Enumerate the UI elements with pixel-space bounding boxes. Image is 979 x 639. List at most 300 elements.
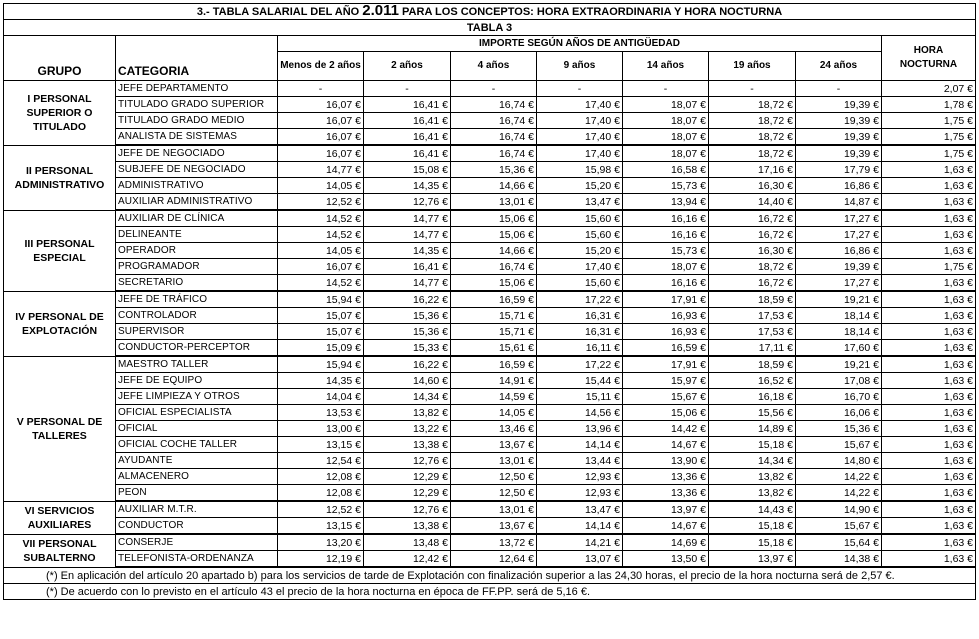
amount-cell: -	[709, 81, 796, 97]
amount-cell: 16,18 €	[709, 389, 796, 405]
hora-nocturna-cell: 1,63 €	[882, 421, 976, 437]
amount-cell: 17,40 €	[537, 113, 623, 129]
amount-cell: 14,69 €	[623, 534, 709, 551]
hora-nocturna-cell: 1,63 €	[882, 243, 976, 259]
category-cell: PROGRAMADOR	[116, 259, 278, 275]
amount-cell: 17,91 €	[623, 291, 709, 308]
amount-cell: 14,59 €	[451, 389, 537, 405]
amount-cell: 18,07 €	[623, 145, 709, 162]
amount-cell: 19,39 €	[796, 129, 882, 146]
amount-cell: 16,74 €	[451, 145, 537, 162]
amount-cell: 15,73 €	[623, 243, 709, 259]
amount-cell: 16,16 €	[623, 227, 709, 243]
amount-cell: 15,18 €	[709, 437, 796, 453]
table-row	[4, 227, 976, 243]
table-row	[4, 485, 976, 502]
salary-table-body	[4, 81, 976, 568]
amount-cell: 19,21 €	[796, 356, 882, 373]
amount-cell: 18,59 €	[709, 356, 796, 373]
amount-cell: -	[451, 81, 537, 97]
title-suffix: PARA LOS CONCEPTOS: HORA EXTRAORDINARIA Y HORA NOCTURNA	[398, 6, 783, 18]
category-cell: JEFE DE EQUIPO	[116, 373, 278, 389]
hora-nocturna-cell: 1,63 €	[882, 437, 976, 453]
hora-nocturna-cell: 1,63 €	[882, 405, 976, 421]
table-row	[4, 210, 976, 227]
hora-nocturna-cell: 1,75 €	[882, 129, 976, 146]
amount-cell: 13,46 €	[451, 421, 537, 437]
amount-cell: 18,14 €	[796, 324, 882, 340]
amount-cell: 18,72 €	[709, 259, 796, 275]
table-row	[4, 421, 976, 437]
hora-nocturna-cell: 1,63 €	[882, 162, 976, 178]
hora-nocturna-cell: 1,63 €	[882, 308, 976, 324]
amount-cell: 15,60 €	[537, 210, 623, 227]
amount-cell: 15,06 €	[451, 275, 537, 292]
amount-cell: 14,04 €	[278, 389, 364, 405]
category-cell: AUXILIAR DE CLÍNICA	[116, 210, 278, 227]
amount-cell: 14,42 €	[623, 421, 709, 437]
amount-cell: 16,93 €	[623, 324, 709, 340]
amount-cell: 16,07 €	[278, 145, 364, 162]
header-categoria: CATEGORIA	[116, 36, 278, 81]
amount-cell: 12,08 €	[278, 485, 364, 502]
amount-cell: -	[537, 81, 623, 97]
table-row	[4, 275, 976, 292]
table-row	[4, 453, 976, 469]
amount-cell: 13,01 €	[451, 194, 537, 211]
header-year-6: 24 años	[796, 52, 882, 81]
amount-cell: 16,59 €	[451, 356, 537, 373]
amount-cell: 19,39 €	[796, 145, 882, 162]
amount-cell: 13,47 €	[537, 501, 623, 518]
amount-cell: 15,06 €	[451, 210, 537, 227]
hora-nocturna-cell: 1,63 €	[882, 485, 976, 502]
table-row	[4, 373, 976, 389]
table-row	[4, 340, 976, 357]
hora-nocturna-cell: 1,63 €	[882, 453, 976, 469]
amount-cell: 16,74 €	[451, 113, 537, 129]
amount-cell: 18,59 €	[709, 291, 796, 308]
amount-cell: 13,96 €	[537, 421, 623, 437]
amount-cell: 14,05 €	[278, 178, 364, 194]
table-label: TABLA 3	[4, 20, 976, 36]
amount-cell: 14,77 €	[364, 227, 451, 243]
amount-cell: 15,60 €	[537, 275, 623, 292]
amount-cell: 16,07 €	[278, 113, 364, 129]
hora-nocturna-cell: 1,63 €	[882, 340, 976, 357]
amount-cell: 15,08 €	[364, 162, 451, 178]
category-cell: SUBJEFE DE NEGOCIADO	[116, 162, 278, 178]
amount-cell: 16,22 €	[364, 291, 451, 308]
amount-cell: 15,20 €	[537, 243, 623, 259]
amount-cell: 14,87 €	[796, 194, 882, 211]
amount-cell: 14,38 €	[796, 551, 882, 568]
amount-cell: 13,94 €	[623, 194, 709, 211]
hora-nocturna-cell: 1,63 €	[882, 178, 976, 194]
hora-nocturna-cell: 1,63 €	[882, 389, 976, 405]
amount-cell: 14,22 €	[796, 485, 882, 502]
amount-cell: 14,90 €	[796, 501, 882, 518]
hora-nocturna-cell: 1,63 €	[882, 534, 976, 551]
amount-cell: 12,93 €	[537, 485, 623, 502]
category-cell: AUXILIAR ADMINISTRATIVO	[116, 194, 278, 211]
amount-cell: 15,67 €	[796, 518, 882, 535]
amount-cell: 14,66 €	[451, 243, 537, 259]
amount-cell: 12,42 €	[364, 551, 451, 568]
amount-cell: 14,34 €	[364, 389, 451, 405]
amount-cell: -	[278, 81, 364, 97]
category-cell: OPERADOR	[116, 243, 278, 259]
category-cell: TITULADO GRADO SUPERIOR	[116, 97, 278, 113]
amount-cell: 16,07 €	[278, 129, 364, 146]
footnote-2: (*) De acuerdo con lo previsto en el artículo 43 el precio de la hora nocturna en época de FF.PP. será de 5,16 €.	[4, 584, 976, 600]
header-year-4: 14 años	[623, 52, 709, 81]
amount-cell: -	[364, 81, 451, 97]
amount-cell: 16,11 €	[537, 340, 623, 357]
amount-cell: 12,29 €	[364, 485, 451, 502]
amount-cell: 13,67 €	[451, 437, 537, 453]
amount-cell: 16,74 €	[451, 129, 537, 146]
amount-cell: 15,07 €	[278, 324, 364, 340]
amount-cell: 16,59 €	[451, 291, 537, 308]
amount-cell: 13,50 €	[623, 551, 709, 568]
amount-cell: 13,36 €	[623, 469, 709, 485]
hora-nocturna-cell: 1,63 €	[882, 551, 976, 568]
amount-cell: 17,40 €	[537, 259, 623, 275]
amount-cell: 16,07 €	[278, 259, 364, 275]
amount-cell: 17,08 €	[796, 373, 882, 389]
amount-cell: 15,36 €	[451, 162, 537, 178]
salary-table-document	[3, 3, 975, 600]
amount-cell: 12,19 €	[278, 551, 364, 568]
amount-cell: 18,72 €	[709, 145, 796, 162]
amount-cell: 17,60 €	[796, 340, 882, 357]
table-row	[4, 308, 976, 324]
amount-cell: 12,52 €	[278, 501, 364, 518]
amount-cell: 14,05 €	[451, 405, 537, 421]
amount-cell: 12,52 €	[278, 194, 364, 211]
amount-cell: 13,82 €	[364, 405, 451, 421]
amount-cell: 15,94 €	[278, 291, 364, 308]
amount-cell: 12,50 €	[451, 469, 537, 485]
header-year-5: 19 años	[709, 52, 796, 81]
table-row	[4, 501, 976, 518]
amount-cell: 17,27 €	[796, 210, 882, 227]
amount-cell: 15,44 €	[537, 373, 623, 389]
amount-cell: 17,22 €	[537, 356, 623, 373]
table-row	[4, 178, 976, 194]
group-name: VI SERVICIOS AUXILIARES	[4, 501, 116, 534]
amount-cell: 18,07 €	[623, 113, 709, 129]
amount-cell: 19,39 €	[796, 259, 882, 275]
table-row	[4, 551, 976, 568]
table-row	[4, 243, 976, 259]
amount-cell: 13,22 €	[364, 421, 451, 437]
amount-cell: 16,58 €	[623, 162, 709, 178]
amount-cell: 18,72 €	[709, 97, 796, 113]
amount-cell: 17,22 €	[537, 291, 623, 308]
category-cell: JEFE DEPARTAMENTO	[116, 81, 278, 97]
amount-cell: 15,06 €	[451, 227, 537, 243]
title-prefix: 3.- TABLA SALARIAL DEL AÑO	[196, 6, 363, 18]
group-name: IV PERSONAL DE EXPLOTACIÓN	[4, 291, 116, 356]
hora-nocturna-cell: 1,63 €	[882, 194, 976, 211]
amount-cell: 16,72 €	[709, 227, 796, 243]
amount-cell: 14,14 €	[537, 518, 623, 535]
amount-cell: 15,73 €	[623, 178, 709, 194]
amount-cell: 13,20 €	[278, 534, 364, 551]
hora-nocturna-cell: 1,63 €	[882, 227, 976, 243]
table-row	[4, 129, 976, 146]
amount-cell: -	[623, 81, 709, 97]
amount-cell: 16,16 €	[623, 275, 709, 292]
category-cell: TITULADO GRADO MEDIO	[116, 113, 278, 129]
amount-cell: 15,98 €	[537, 162, 623, 178]
amount-cell: 16,07 €	[278, 97, 364, 113]
category-cell: JEFE DE NEGOCIADO	[116, 145, 278, 162]
category-cell: SECRETARIO	[116, 275, 278, 292]
amount-cell: 15,56 €	[709, 405, 796, 421]
category-cell: OFICIAL ESPECIALISTA	[116, 405, 278, 421]
amount-cell: 16,41 €	[364, 145, 451, 162]
amount-cell: 15,61 €	[451, 340, 537, 357]
amount-cell: 16,06 €	[796, 405, 882, 421]
category-cell: JEFE LIMPIEZA Y OTROS	[116, 389, 278, 405]
table-row	[4, 145, 976, 162]
amount-cell: 16,93 €	[623, 308, 709, 324]
category-cell: OFICIAL	[116, 421, 278, 437]
header-year-3: 9 años	[537, 52, 623, 81]
amount-cell: 17,53 €	[709, 308, 796, 324]
amount-cell: 16,74 €	[451, 97, 537, 113]
category-cell: TELEFONISTA-ORDENANZA	[116, 551, 278, 568]
amount-cell: 13,53 €	[278, 405, 364, 421]
amount-cell: 17,79 €	[796, 162, 882, 178]
group-name: III PERSONAL ESPECIAL	[4, 210, 116, 291]
amount-cell: 13,82 €	[709, 469, 796, 485]
amount-cell: 14,91 €	[451, 373, 537, 389]
amount-cell: 16,74 €	[451, 259, 537, 275]
category-cell: AYUDANTE	[116, 453, 278, 469]
category-cell: MAESTRO TALLER	[116, 356, 278, 373]
amount-cell: 13,01 €	[451, 501, 537, 518]
amount-cell: 18,07 €	[623, 129, 709, 146]
category-cell: ADMINISTRATIVO	[116, 178, 278, 194]
table-row	[4, 194, 976, 211]
amount-cell: 15,09 €	[278, 340, 364, 357]
amount-cell: 16,86 €	[796, 243, 882, 259]
amount-cell: 12,76 €	[364, 194, 451, 211]
table-row	[4, 356, 976, 373]
amount-cell: 15,36 €	[796, 421, 882, 437]
table-row	[4, 259, 976, 275]
footnote-1: (*) En aplicación del artículo 20 apartado b) para los servicios de tarde de Explotación con finalización superior a las 24,30 horas, el precio de la hora nocturna será de 2,57 €.	[4, 567, 976, 584]
amount-cell: 13,36 €	[623, 485, 709, 502]
amount-cell: 15,67 €	[623, 389, 709, 405]
amount-cell: 13,97 €	[709, 551, 796, 568]
amount-cell: 17,27 €	[796, 275, 882, 292]
amount-cell: 14,52 €	[278, 275, 364, 292]
hora-nocturna-cell: 1,75 €	[882, 259, 976, 275]
amount-cell: 14,21 €	[537, 534, 623, 551]
amount-cell: 13,01 €	[451, 453, 537, 469]
hora-nocturna-cell: 1,63 €	[882, 324, 976, 340]
amount-cell: 14,52 €	[278, 210, 364, 227]
table-row	[4, 81, 976, 97]
amount-cell: 17,16 €	[709, 162, 796, 178]
hora-nocturna-cell: 2,07 €	[882, 81, 976, 97]
table-row	[4, 324, 976, 340]
group-name: V PERSONAL DE TALLERES	[4, 356, 116, 501]
amount-cell: 15,71 €	[451, 308, 537, 324]
amount-cell: 16,72 €	[709, 210, 796, 227]
hora-nocturna-cell: 1,63 €	[882, 501, 976, 518]
amount-cell: 15,36 €	[364, 308, 451, 324]
header-year-2: 4 años	[451, 52, 537, 81]
table-row	[4, 97, 976, 113]
title-year: 2.011	[362, 3, 399, 19]
amount-cell: 13,15 €	[278, 518, 364, 535]
amount-cell: 14,43 €	[709, 501, 796, 518]
amount-cell: 13,97 €	[623, 501, 709, 518]
amount-cell: 14,35 €	[364, 178, 451, 194]
amount-cell: 19,39 €	[796, 97, 882, 113]
amount-cell: 15,94 €	[278, 356, 364, 373]
amount-cell: 12,76 €	[364, 453, 451, 469]
amount-cell: 16,59 €	[623, 340, 709, 357]
amount-cell: 18,72 €	[709, 113, 796, 129]
amount-cell: 16,41 €	[364, 113, 451, 129]
amount-cell: 13,07 €	[537, 551, 623, 568]
hora-nocturna-cell: 1,63 €	[882, 291, 976, 308]
amount-cell: 13,15 €	[278, 437, 364, 453]
amount-cell: 16,41 €	[364, 97, 451, 113]
table-row	[4, 389, 976, 405]
amount-cell: 13,38 €	[364, 518, 451, 535]
category-cell: CONDUCTOR-PERCEPTOR	[116, 340, 278, 357]
amount-cell: 14,77 €	[278, 162, 364, 178]
amount-cell: 12,76 €	[364, 501, 451, 518]
table-row	[4, 405, 976, 421]
table-row	[4, 437, 976, 453]
amount-cell: 14,60 €	[364, 373, 451, 389]
amount-cell: 15,71 €	[451, 324, 537, 340]
table-row	[4, 113, 976, 129]
amount-cell: 14,35 €	[278, 373, 364, 389]
amount-cell: 14,89 €	[709, 421, 796, 437]
amount-cell: 18,72 €	[709, 129, 796, 146]
amount-cell: 14,67 €	[623, 437, 709, 453]
amount-cell: 12,08 €	[278, 469, 364, 485]
amount-cell: 17,40 €	[537, 145, 623, 162]
group-name: II PERSONAL ADMINISTRATIVO	[4, 145, 116, 210]
group-name: VII PERSONAL SUBALTERNO	[4, 534, 116, 567]
amount-cell: -	[796, 81, 882, 97]
hora-nocturna-cell: 1,75 €	[882, 145, 976, 162]
amount-cell: 16,41 €	[364, 129, 451, 146]
amount-cell: 14,67 €	[623, 518, 709, 535]
amount-cell: 15,60 €	[537, 227, 623, 243]
hora-nocturna-cell: 1,63 €	[882, 275, 976, 292]
amount-cell: 17,27 €	[796, 227, 882, 243]
header-year-1: 2 años	[364, 52, 451, 81]
category-cell: CONDUCTOR	[116, 518, 278, 535]
amount-cell: 14,56 €	[537, 405, 623, 421]
amount-cell: 14,77 €	[364, 275, 451, 292]
category-cell: ANALISTA DE SISTEMAS	[116, 129, 278, 146]
amount-cell: 16,52 €	[709, 373, 796, 389]
amount-cell: 13,47 €	[537, 194, 623, 211]
amount-cell: 18,07 €	[623, 97, 709, 113]
amount-cell: 13,48 €	[364, 534, 451, 551]
hora-nocturna-cell: 1,63 €	[882, 469, 976, 485]
category-cell: AUXILIAR M.T.R.	[116, 501, 278, 518]
category-cell: PEON	[116, 485, 278, 502]
amount-cell: 16,41 €	[364, 259, 451, 275]
amount-cell: 12,93 €	[537, 469, 623, 485]
amount-cell: 14,34 €	[709, 453, 796, 469]
header-importe: IMPORTE SEGÚN AÑOS DE ANTIGÜEDAD	[278, 36, 882, 52]
amount-cell: 17,40 €	[537, 129, 623, 146]
category-cell: JEFE DE TRÁFICO	[116, 291, 278, 308]
category-cell: CONSERJE	[116, 534, 278, 551]
amount-cell: 16,22 €	[364, 356, 451, 373]
amount-cell: 17,91 €	[623, 356, 709, 373]
hora-nocturna-cell: 1,78 €	[882, 97, 976, 113]
table-row	[4, 518, 976, 535]
amount-cell: 14,77 €	[364, 210, 451, 227]
amount-cell: 14,40 €	[709, 194, 796, 211]
hora-nocturna-cell: 1,63 €	[882, 356, 976, 373]
category-cell: SUPERVISOR	[116, 324, 278, 340]
amount-cell: 19,39 €	[796, 113, 882, 129]
amount-cell: 15,11 €	[537, 389, 623, 405]
category-cell: DELINEANTE	[116, 227, 278, 243]
amount-cell: 15,97 €	[623, 373, 709, 389]
table-row	[4, 469, 976, 485]
amount-cell: 13,67 €	[451, 518, 537, 535]
amount-cell: 12,54 €	[278, 453, 364, 469]
amount-cell: 12,50 €	[451, 485, 537, 502]
hora-nocturna-cell: 1,63 €	[882, 210, 976, 227]
amount-cell: 16,86 €	[796, 178, 882, 194]
amount-cell: 15,18 €	[709, 534, 796, 551]
amount-cell: 14,52 €	[278, 227, 364, 243]
header-hora-nocturna: HORA NOCTURNA	[882, 36, 976, 81]
amount-cell: 14,80 €	[796, 453, 882, 469]
table-row	[4, 291, 976, 308]
amount-cell: 14,22 €	[796, 469, 882, 485]
amount-cell: 16,70 €	[796, 389, 882, 405]
amount-cell: 14,66 €	[451, 178, 537, 194]
amount-cell: 18,07 €	[623, 259, 709, 275]
category-cell: OFICIAL COCHE TALLER	[116, 437, 278, 453]
amount-cell: 15,18 €	[709, 518, 796, 535]
salary-table	[3, 3, 976, 600]
amount-cell: 17,53 €	[709, 324, 796, 340]
hora-nocturna-cell: 1,75 €	[882, 113, 976, 129]
amount-cell: 16,16 €	[623, 210, 709, 227]
hora-nocturna-cell: 1,63 €	[882, 518, 976, 535]
amount-cell: 16,30 €	[709, 178, 796, 194]
amount-cell: 15,64 €	[796, 534, 882, 551]
amount-cell: 13,44 €	[537, 453, 623, 469]
hora-nocturna-cell: 1,63 €	[882, 373, 976, 389]
amount-cell: 12,29 €	[364, 469, 451, 485]
amount-cell: 12,64 €	[451, 551, 537, 568]
group-name: I PERSONAL SUPERIOR O TITULADO	[4, 81, 116, 146]
amount-cell: 16,31 €	[537, 324, 623, 340]
